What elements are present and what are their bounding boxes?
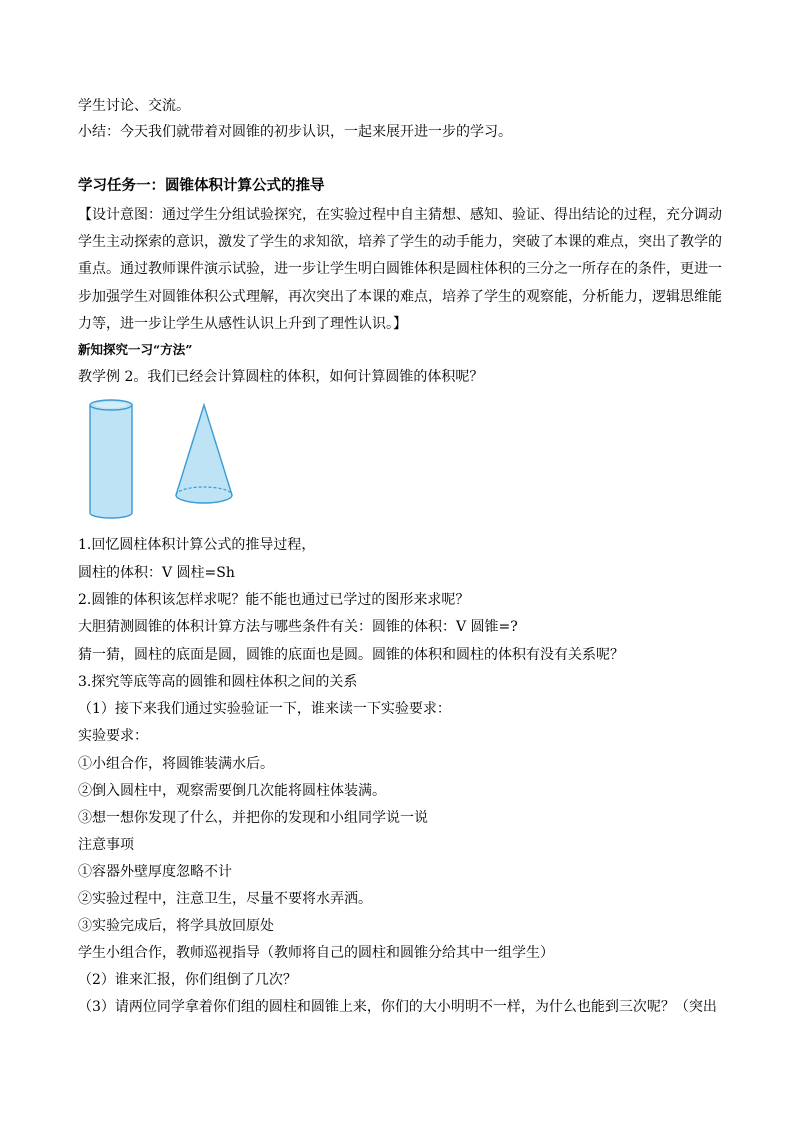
design-intent-line-2: 学生主动探索的意识，激发了学生的求知欲，培养了学生的动手能力，突破了本课的难点，突出了教学的 [78, 234, 722, 250]
paragraph-explore-relation: 3.探究等底等高的圆锥和圆柱体积之间的关系 [78, 674, 358, 690]
requirement-item-3: ③想一想你发现了什么，并把你的发现和小组同学说一说 [78, 810, 428, 826]
note-item-3: ③实验完成后，将学具放回原处 [78, 918, 274, 934]
paragraph-experiment-intro: （1）接下来我们通过实验验证一下，谁来读一下实验要求： [78, 701, 451, 717]
note-item-2: ②实验过程中，注意卫生，尽量不要将水弄洒。 [78, 891, 372, 907]
label-notes: 注意事项 [78, 837, 134, 853]
paragraph-two-students: （3）请两位同学拿着你们组的圆柱和圆锥上来，你们的大小明明不一样，为什么也能到三次呢？（突出 [78, 999, 717, 1015]
paragraph-group-work: 学生小组合作，教师巡视指导（教师将自己的圆柱和圆锥分给其中一组学生） [78, 945, 554, 961]
cylinder-cone-figure [80, 395, 250, 527]
section-heading-task-one: 学习任务一：圆锥体积计算公式的推导 [78, 177, 325, 194]
design-intent-line-3: 重点。通过教师课件演示试验，进一步让学生明白圆锥体积是圆柱体积的三分之一所存在的条件，更进一 [78, 261, 722, 277]
formula-cylinder-volume: 圆柱的体积：V 圆柱=Sh [78, 565, 235, 581]
label-experiment-requirements: 实验要求： [78, 728, 148, 744]
paragraph-cone-volume-question: 2.圆锥的体积该怎样求呢？能不能也通过已学过的图形来求呢？ [78, 592, 470, 608]
paragraph-recall-cylinder: 1.回忆圆柱体积计算公式的推导过程， [78, 537, 316, 553]
requirement-item-2: ②倒入圆柱中，观察需要倒几次能将圆柱体装满。 [78, 783, 386, 799]
note-item-1: ①容器外壁厚度忽略不计 [78, 864, 232, 880]
subheading-new-knowledge: 新知探究一习“方法” [78, 342, 193, 357]
paragraph-guess-conditions: 大胆猜测圆锥的体积计算方法与哪些条件有关：圆锥的体积：V 圆锥=? [78, 619, 518, 635]
requirement-item-1: ①小组合作，将圆锥装满水后。 [78, 756, 274, 772]
cone-icon [176, 405, 232, 503]
paragraph-summary: 小结：今天我们就带着对圆锥的初步认识，一起来展开进一步的学习。 [78, 124, 512, 140]
paragraph-discussion: 学生讨论、交流。 [78, 98, 190, 114]
design-intent-line-1: 【设计意图：通过学生分组试验探究，在实验过程中自主猜想、感知、验证、得出结论的过程，充分调动 [78, 207, 722, 223]
paragraph-guess-relation: 猜一猜，圆柱的底面是圆，圆锥的底面也是圆。圆锥的体积和圆柱的体积有没有关系呢？ [78, 647, 624, 663]
cylinder-icon [90, 400, 132, 518]
paragraph-example-2: 教学例 2。我们已经会计算圆柱的体积，如何计算圆锥的体积呢？ [78, 369, 484, 385]
design-intent-line-5: 力等，进一步让学生从感性认识上升到了理性认识。】 [78, 316, 407, 332]
paragraph-report: （2）谁来汇报，你们组倒了几次？ [78, 972, 297, 988]
design-intent-line-4: 步加强学生对圆锥体积公式理解，再次突出了本课的难点，培养了学生的观察能，分析能力，逻辑思维能 [78, 289, 722, 305]
